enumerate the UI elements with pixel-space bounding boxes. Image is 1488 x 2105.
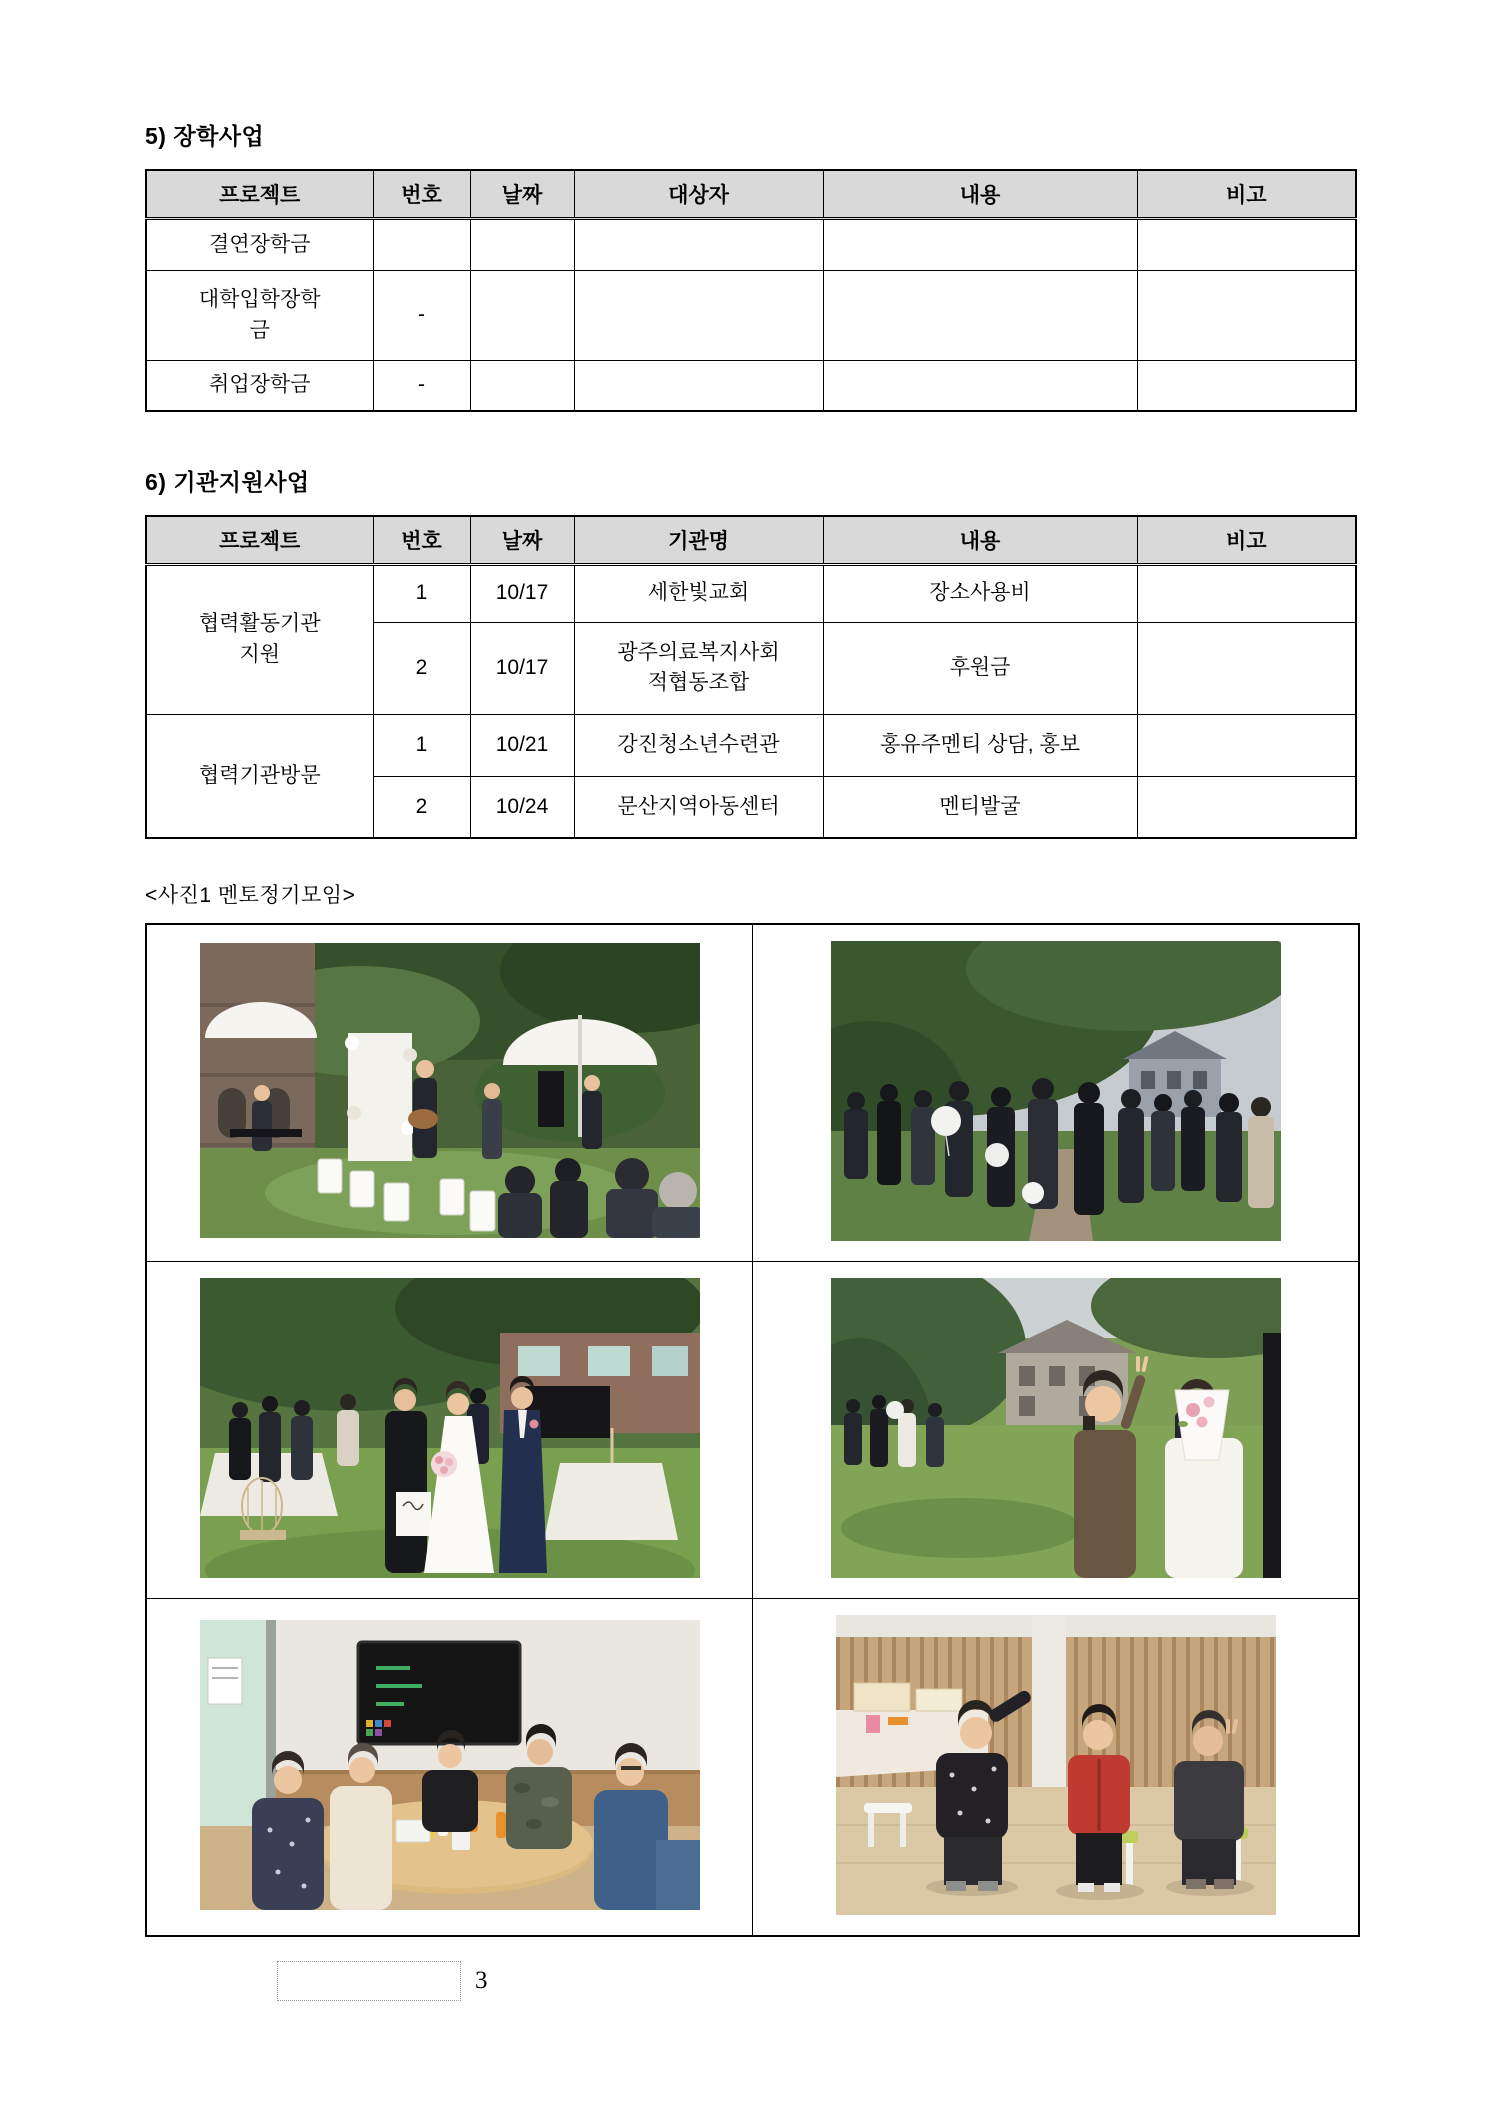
col-header-project: 프로젝트 xyxy=(146,170,373,219)
section-6-heading: 6) 기관지원사업 xyxy=(145,468,310,495)
project-group-cell: 협력기관방문 xyxy=(146,714,373,838)
indoor-round-table-meeting-photo xyxy=(200,1620,700,1910)
note-cell xyxy=(1137,271,1356,361)
note-cell xyxy=(1137,622,1356,714)
photo-cell xyxy=(146,1599,753,1937)
col-header-content: 내용 xyxy=(823,170,1137,219)
note-cell xyxy=(1137,776,1356,838)
no-cell: - xyxy=(373,271,470,361)
content-cell xyxy=(823,271,1137,361)
content-cell xyxy=(823,219,1137,271)
project-label: 협력활동기관 지원 xyxy=(198,612,321,666)
note-cell xyxy=(1137,714,1356,776)
target-cell xyxy=(574,361,823,411)
col-header-org: 기관명 xyxy=(574,516,823,565)
table-row xyxy=(146,361,1356,411)
photo-cell xyxy=(146,1262,753,1599)
content-cell: 후원금 xyxy=(823,622,1137,714)
org-support-header-row xyxy=(146,516,1356,565)
photo-cell xyxy=(753,1262,1360,1599)
note-cell xyxy=(1137,564,1356,622)
garden-party-bride-photo xyxy=(200,1278,700,1578)
date-cell xyxy=(470,219,574,271)
note-cell xyxy=(1137,219,1356,271)
section-5-heading: 5) 장학사업 xyxy=(145,123,265,149)
footer-field-box xyxy=(277,1961,461,2001)
table-row xyxy=(146,564,1356,622)
scholarship-table xyxy=(145,169,1357,412)
org-label: 광주의료복지사회적협동조합 xyxy=(617,640,780,694)
note-cell xyxy=(1137,361,1356,411)
date-cell: 10/24 xyxy=(470,776,574,838)
content-cell xyxy=(823,361,1137,411)
project-cell: 결연장학금 xyxy=(146,219,373,271)
outdoor-crowd-balloons-photo xyxy=(831,941,1281,1241)
date-cell: 10/17 xyxy=(470,622,574,714)
indoor-three-people-chairs-photo xyxy=(836,1615,1276,1915)
col-header-no: 번호 xyxy=(373,516,470,565)
org-support-table xyxy=(145,515,1357,840)
outdoor-wedding-band-photo xyxy=(200,943,700,1238)
page-number: 3 xyxy=(475,1967,488,1994)
photo-caption: <사진1 멘토정기모임> xyxy=(145,884,356,907)
content-cell: 장소사용비 xyxy=(823,564,1137,622)
col-header-no: 번호 xyxy=(373,170,470,219)
org-cell: 문산지역아동센터 xyxy=(574,776,823,838)
no-cell: 1 xyxy=(373,714,470,776)
col-header-project: 프로젝트 xyxy=(146,516,373,565)
table-row xyxy=(146,271,1356,361)
project-cell xyxy=(146,271,373,361)
date-cell: 10/17 xyxy=(470,564,574,622)
content-cell: 멘티발굴 xyxy=(823,776,1137,838)
two-women-bouquet-photo xyxy=(831,1278,1281,1578)
org-cell: 강진청소년수련관 xyxy=(574,714,823,776)
col-header-date: 날짜 xyxy=(470,516,574,565)
col-header-target: 대상자 xyxy=(574,170,823,219)
no-cell xyxy=(373,219,470,271)
scholarship-header-row xyxy=(146,170,1356,219)
org-cell: 세한빛교회 xyxy=(574,564,823,622)
photo-grid xyxy=(145,923,1360,1937)
org-cell xyxy=(574,622,823,714)
no-cell: - xyxy=(373,361,470,411)
col-header-content: 내용 xyxy=(823,516,1137,565)
no-cell: 2 xyxy=(373,776,470,838)
col-header-date: 날짜 xyxy=(470,170,574,219)
photo-cell xyxy=(753,924,1360,1262)
date-cell xyxy=(470,361,574,411)
col-header-note: 비고 xyxy=(1137,516,1356,565)
col-header-note: 비고 xyxy=(1137,170,1356,219)
project-cell: 취업장학금 xyxy=(146,361,373,411)
no-cell: 1 xyxy=(373,564,470,622)
date-cell: 10/21 xyxy=(470,714,574,776)
photo-cell xyxy=(753,1599,1360,1937)
project-group-cell xyxy=(146,564,373,714)
date-cell xyxy=(470,271,574,361)
target-cell xyxy=(574,271,823,361)
project-label: 대학입학장학금 xyxy=(198,288,321,342)
content-cell: 홍유주멘티 상담, 홍보 xyxy=(823,714,1137,776)
page-footer xyxy=(277,1961,488,2001)
no-cell: 2 xyxy=(373,622,470,714)
photo-cell xyxy=(146,924,753,1262)
table-row xyxy=(146,219,1356,271)
target-cell xyxy=(574,219,823,271)
table-row xyxy=(146,714,1356,776)
